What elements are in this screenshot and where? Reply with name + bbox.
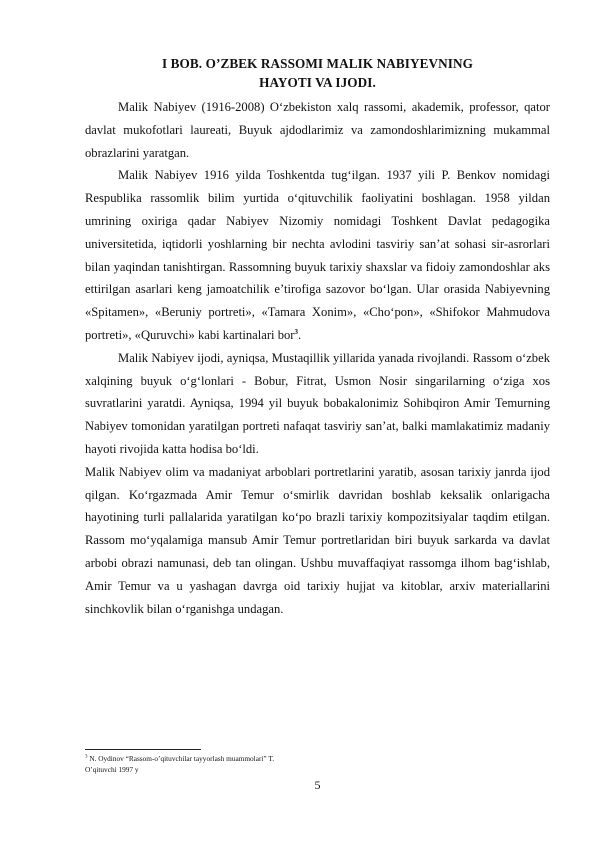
chapter-title bbox=[85, 54, 550, 92]
chapter-title-line-1: I BOB. O’ZBEK RASSOMI MALIK NABIYEVNING bbox=[162, 56, 473, 71]
footnote-reference[interactable]: 3 bbox=[294, 327, 298, 336]
page-number: 5 bbox=[314, 778, 321, 792]
footnote bbox=[85, 753, 550, 775]
body-text bbox=[85, 96, 550, 620]
paragraph-4: Malik Nabiyev olim va madaniyat arboblari portretlarini yaratib, asosan tarixiy janrda ijod qilgan. Ko‘rgazmada Amir Temur o‘smirlik davridan boshlab keksalik onlarigacha hayotining turli pallalarida yaratilgan ko‘po brazli tarixiy kompozitsiyalar taqdim etilgan. Rassom mo‘yqalamiga mansub Amir Temur portretlaridan biri buyuk sarkarda va davlat arbobi obrazi namunasi, deb tan olingan. Ushbu muvaffaqiyat rassomga ilhom bag‘ishlab, Amir Temur va u yashagan davrga oid tarixiy hujjat va kitoblar, arxiv materiallarini sinchkovlik bilan o‘rganishga undagan. bbox=[85, 464, 550, 616]
footnote-line-1: N. Oydinov “Rassom-o’qituvchilar tayyorlash muammolari” T. bbox=[87, 754, 275, 763]
footnote-divider bbox=[85, 749, 201, 750]
footnote-marker: 3 bbox=[85, 754, 88, 760]
chapter-title-line-2: HAYOTI VA IJODI. bbox=[259, 75, 376, 90]
paragraph-2 bbox=[85, 164, 550, 346]
document-page bbox=[85, 54, 550, 620]
paragraph-1: Malik Nabiyev (1916-2008) O‘zbekiston xalq rassomi, akademik, professor, qator davlat mukofotlari laureati, Buyuk ajdodlarimiz va zamondoshlarimizning mukammal obrazlarini yaratgan. bbox=[85, 100, 550, 160]
paragraph-2-end: . bbox=[297, 327, 302, 342]
paragraph-2-text: Malik Nabiyev 1916 yilda Toshkentda tug‘ilgan. 1937 yili P. Benkov nomidagi Respublika rassomlik bilim yurtida o‘qituvchilik faoliyatini boshlagan. 1958 yildan umrining oxiriga qadar Nabiyev Nizomiy nomidagi Toshkent Davlat pedagogika universitetida, iqtidorli yoshlarning bir nechta avlodini tasviriy san’at sohasi sir-asrorlari bilan yaqindan tanishtirgan. Rassomning buyuk tarixiy shaxslar va fidoiy zamondoshlar aks ettirilgan asarlari keng jamoatchilik e’tirofiga sazovor bo‘lgan. Ular orasida Nabiyevning «Spitamen», «Beruniy portreti», «Tamara Xonim», «Cho‘pon», «Shifokor Mahmudova portreti», «Quruvchi» kabi kartinalari bor bbox=[85, 168, 550, 342]
paragraph-3: Malik Nabiyev ijodi, ayniqsa, Mustaqillik yillarida yanada rivojlandi. Rassom o‘zbek xalqining buyuk o‘g‘lonlari - Bobur, Fitrat, Usmon Nosir singarilarning o‘ziga xos suvratlarini yaratdi. Ayniqsa, 1994 yil buyuk bobakalonimiz Sohibqiron Amir Temurning Nabiyev tomonidan yaratilgan portreti nafaqat tasviriy san’at, balki mamlakatimiz madaniy hayoti rivojida katta hodisa bo‘ldi. bbox=[85, 350, 550, 456]
footnote-line-2: O’qituvchi 1997 y bbox=[85, 765, 139, 774]
